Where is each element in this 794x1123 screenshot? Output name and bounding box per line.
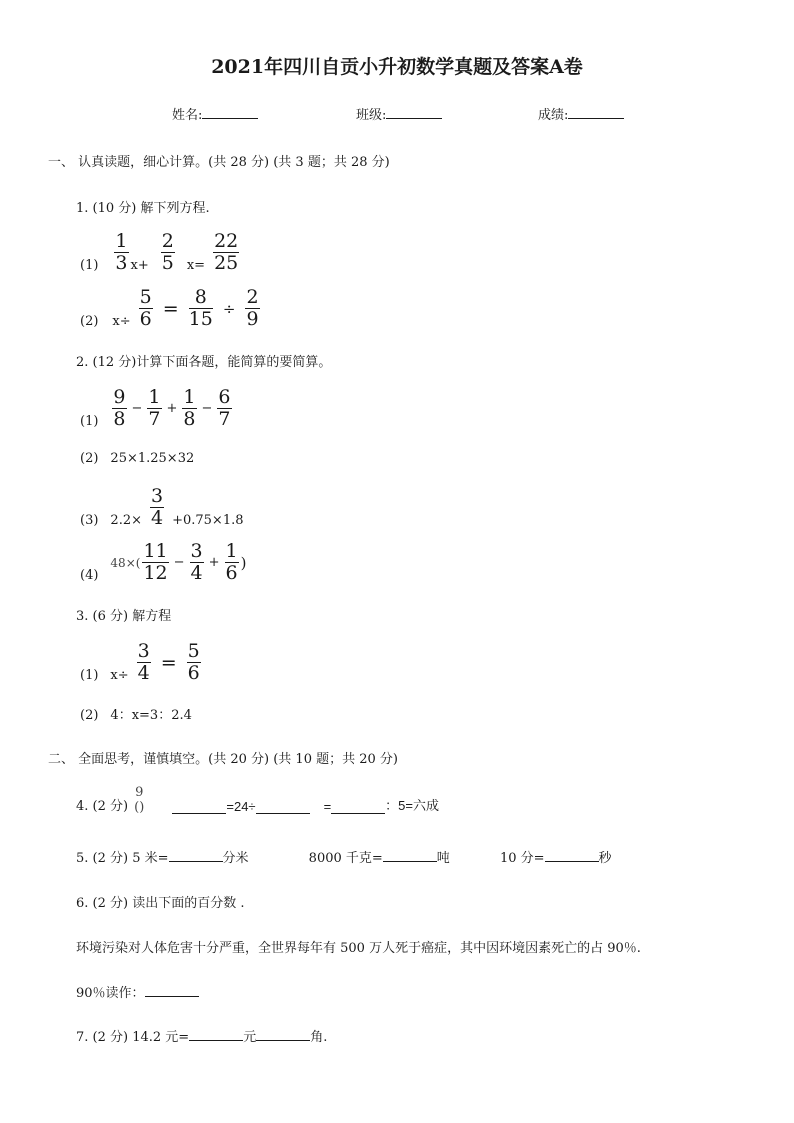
class-label: 班级: <box>356 108 387 123</box>
q5-unit-3: 秒 <box>598 851 612 866</box>
section2-heading: 二、 全面思考，谨慎填空。(共 20 分) (共 10 题；共 20 分) <box>48 752 398 767</box>
q4-blank-3[interactable] <box>331 799 385 814</box>
q3-p1-fraction-2: $\frac{5}{6}$ <box>187 640 200 684</box>
q5-unit-2: 吨 <box>436 851 450 866</box>
q1-p2-equals: = <box>162 297 179 320</box>
q5-blank-1[interactable] <box>169 847 223 862</box>
class-blank[interactable] <box>386 104 442 119</box>
q5-part3: 10 分= <box>499 851 545 866</box>
section1-heading: 一、 认真读题，细心计算。(共 28 分) (共 3 题；共 28 分) <box>48 155 390 170</box>
q2-p1-fraction-4: $\frac{6}{7}$ <box>218 386 231 430</box>
q2-p4-close-paren: ) <box>240 553 247 572</box>
q3-p1-equals: = <box>160 651 177 674</box>
q7 <box>76 1026 327 1045</box>
q3-part1 <box>80 642 203 683</box>
q2-p4-fraction-1: $\frac{11}{12}$ <box>143 540 168 584</box>
q2-p4-number: (4) <box>80 568 99 583</box>
q7-prefix: 7. (2 分) 14.2 元= <box>76 1030 190 1045</box>
q5-blank-3[interactable] <box>545 847 599 862</box>
q5-part2: 8000 千克= <box>308 851 383 866</box>
q2-part4 <box>80 542 246 583</box>
q1-p2-number: (2) <box>80 314 99 329</box>
q7-blank-2[interactable] <box>256 1026 310 1041</box>
q2-p4-fraction-3: $\frac{1}{6}$ <box>225 540 238 584</box>
q2-part1 <box>80 388 234 429</box>
q4-equals-3: ：5=六成 <box>385 798 439 813</box>
q2-p4-fraction-2: $\frac{3}{4}$ <box>190 540 203 584</box>
q5 <box>76 847 612 866</box>
q2-p1-minus-2: − <box>201 401 213 416</box>
q6-read-label: 90％读作： <box>76 986 145 1001</box>
q2-p1-minus-1: − <box>131 401 143 416</box>
q1-p1-x-plus: x+ <box>130 258 149 273</box>
q2-p1-fraction-1: $\frac{9}{8}$ <box>113 386 126 430</box>
q7-blank-1[interactable] <box>189 1026 243 1041</box>
q1-stem: 1. (10 分) 解下列方程. <box>76 201 210 216</box>
name-label: 姓名: <box>172 108 203 123</box>
q6-stem: 6. (2 分) 读出下面的百分数 . <box>76 896 245 911</box>
name-blank[interactable] <box>202 104 258 119</box>
q3-stem: 3. (6 分) 解方程 <box>76 609 172 624</box>
q4-equals-2: = <box>323 799 332 814</box>
q6-blank[interactable] <box>145 982 199 997</box>
q2-p2-number: (2) <box>80 451 99 466</box>
q1-part1 <box>80 232 241 273</box>
q3-p1-x-div: x÷ <box>110 668 129 683</box>
q4-equals-1: =24÷ <box>226 799 256 814</box>
score-field[interactable] <box>538 104 624 123</box>
q7-unit-1: 元 <box>243 1030 257 1045</box>
q4 <box>76 786 439 814</box>
q6-answer <box>76 982 199 1001</box>
q2-p3-number: (3) <box>80 513 99 528</box>
q2-part2 <box>80 451 194 466</box>
q4-blank-2[interactable] <box>256 799 310 814</box>
q2-p1-fraction-3: $\frac{1}{8}$ <box>183 386 196 430</box>
q3-p2-number: (2) <box>80 708 99 723</box>
q2-p1-plus: + <box>166 401 178 416</box>
page-title: 2021年四川自贡小升初数学真题及答案A卷 <box>211 56 583 78</box>
q2-p1-fraction-2: $\frac{1}{7}$ <box>148 386 161 430</box>
q2-p1-number: (1) <box>80 414 99 429</box>
q3-part2 <box>80 704 192 723</box>
q1-p2-fraction-2: $\frac{8}{15}$ <box>188 286 213 330</box>
q2-p3-fraction: $\frac{3}{4}$ <box>151 485 164 529</box>
q5-blank-2[interactable] <box>383 847 437 862</box>
score-label: 成绩: <box>538 108 569 123</box>
class-field[interactable] <box>356 104 442 123</box>
q1-p1-fraction-2: $\frac{2}{5}$ <box>161 230 174 274</box>
q1-p1-fraction-3: $\frac{22}{25}$ <box>214 230 239 274</box>
q1-p2-fraction-3: $\frac{2}{9}$ <box>246 286 259 330</box>
q2-p3-lead: 2.2× <box>110 513 142 528</box>
q3-p2-expression: 4：x=3：2.4 <box>110 708 192 723</box>
name-field[interactable] <box>172 104 258 123</box>
q4-blank-1[interactable] <box>172 799 226 814</box>
q1-p2-fraction-1: $\frac{5}{6}$ <box>139 286 152 330</box>
q2-p3-tail: +0.75×1.8 <box>172 513 244 528</box>
q3-p1-fraction-1: $\frac{3}{4}$ <box>137 640 150 684</box>
q1-p1-number: (1) <box>80 258 99 273</box>
q1-part2 <box>80 288 262 329</box>
q4-prefix: 4. (2 分) <box>76 799 129 814</box>
q4-fraction: 9 () <box>134 785 145 815</box>
q5-part1: 5. (2 分) 5 米= <box>76 851 169 866</box>
q2-stem: 2. (12 分)计算下面各题，能简算的要简算。 <box>76 355 332 370</box>
q1-p1-x-equals: x= <box>186 258 206 273</box>
q7-unit-2: 角. <box>310 1030 328 1045</box>
q2-p2-expression: 25×1.25×32 <box>110 451 195 466</box>
q3-p1-number: (1) <box>80 668 99 683</box>
q1-p2-divide: ÷ <box>222 299 236 318</box>
q6-text: 环境污染对人体危害十分严重，全世界每年有 500 万人死于癌症，其中因环境因素死亡的占 90％. <box>76 941 641 956</box>
q5-unit-1: 分米 <box>222 851 249 866</box>
q2-p4-minus: − <box>173 555 185 570</box>
q2-part3 <box>80 487 244 528</box>
q2-p4-plus: + <box>208 555 220 570</box>
q2-p4-lead: 48×( <box>110 555 141 570</box>
q1-p1-fraction-1: $\frac{1}{3}$ <box>115 230 128 274</box>
score-blank[interactable] <box>568 104 624 119</box>
q1-p2-x-div: x÷ <box>112 314 131 329</box>
